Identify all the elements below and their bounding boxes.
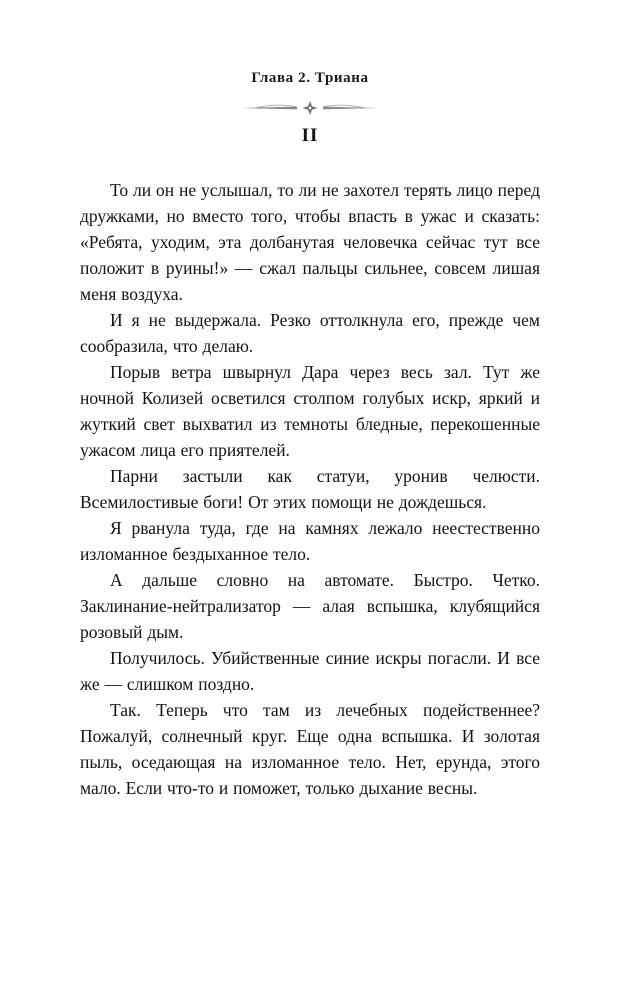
paragraph: То ли он не услышал, то ли не захотел терять лицо перед дружками, но вместо того, чтобы впасть в ужас и сказать: «Ребята, уходим, эта долбанутая человечка сейчас тут все положит в руины!» — сжал пальцы сильнее, совсем лишая меня воздуха. <box>80 180 540 304</box>
paragraph: Получилось. Убийственные синие искры погасли. И все же — слишком поздно. <box>80 648 540 694</box>
chapter-running-head: Глава 2. Триана <box>251 70 369 86</box>
paragraph: Так. Теперь что там из лечебных подейственнее? Пожалуй, солнечный круг. Еще одна вспышка. И золотая пыль, оседающая на изломанное тело. Нет, ерунда, этого мало. Если что-то и поможет, только дыхание весны. <box>80 700 540 798</box>
section-number: II <box>301 125 319 146</box>
paragraph: Я рванула туда, где на камнях лежало неестественно изломанное бездыханное тело. <box>80 518 540 564</box>
paragraph: И я не выдержала. Резко оттолкнула его, прежде чем сообразила, что делаю. <box>80 310 540 356</box>
paragraph: Парни застыли как статуи, уронив челюсти. Всемилостивые боги! От этих помощи не дождешься. <box>80 466 540 512</box>
body-text <box>80 177 540 801</box>
ornament-divider-icon <box>80 99 540 117</box>
paragraph: А дальше словно на автомате. Быстро. Четко. Заклинание-нейтрализатор — алая вспышка, клубящийся розовый дым. <box>80 570 540 642</box>
paragraph: Порыв ветра швырнул Дара через весь зал. Тут же ночной Колизей осветился столпом голубых искр, яркий и жуткий свет выхватил из темноты бледные, перекошенные ужасом лица его приятелей. <box>80 362 540 460</box>
